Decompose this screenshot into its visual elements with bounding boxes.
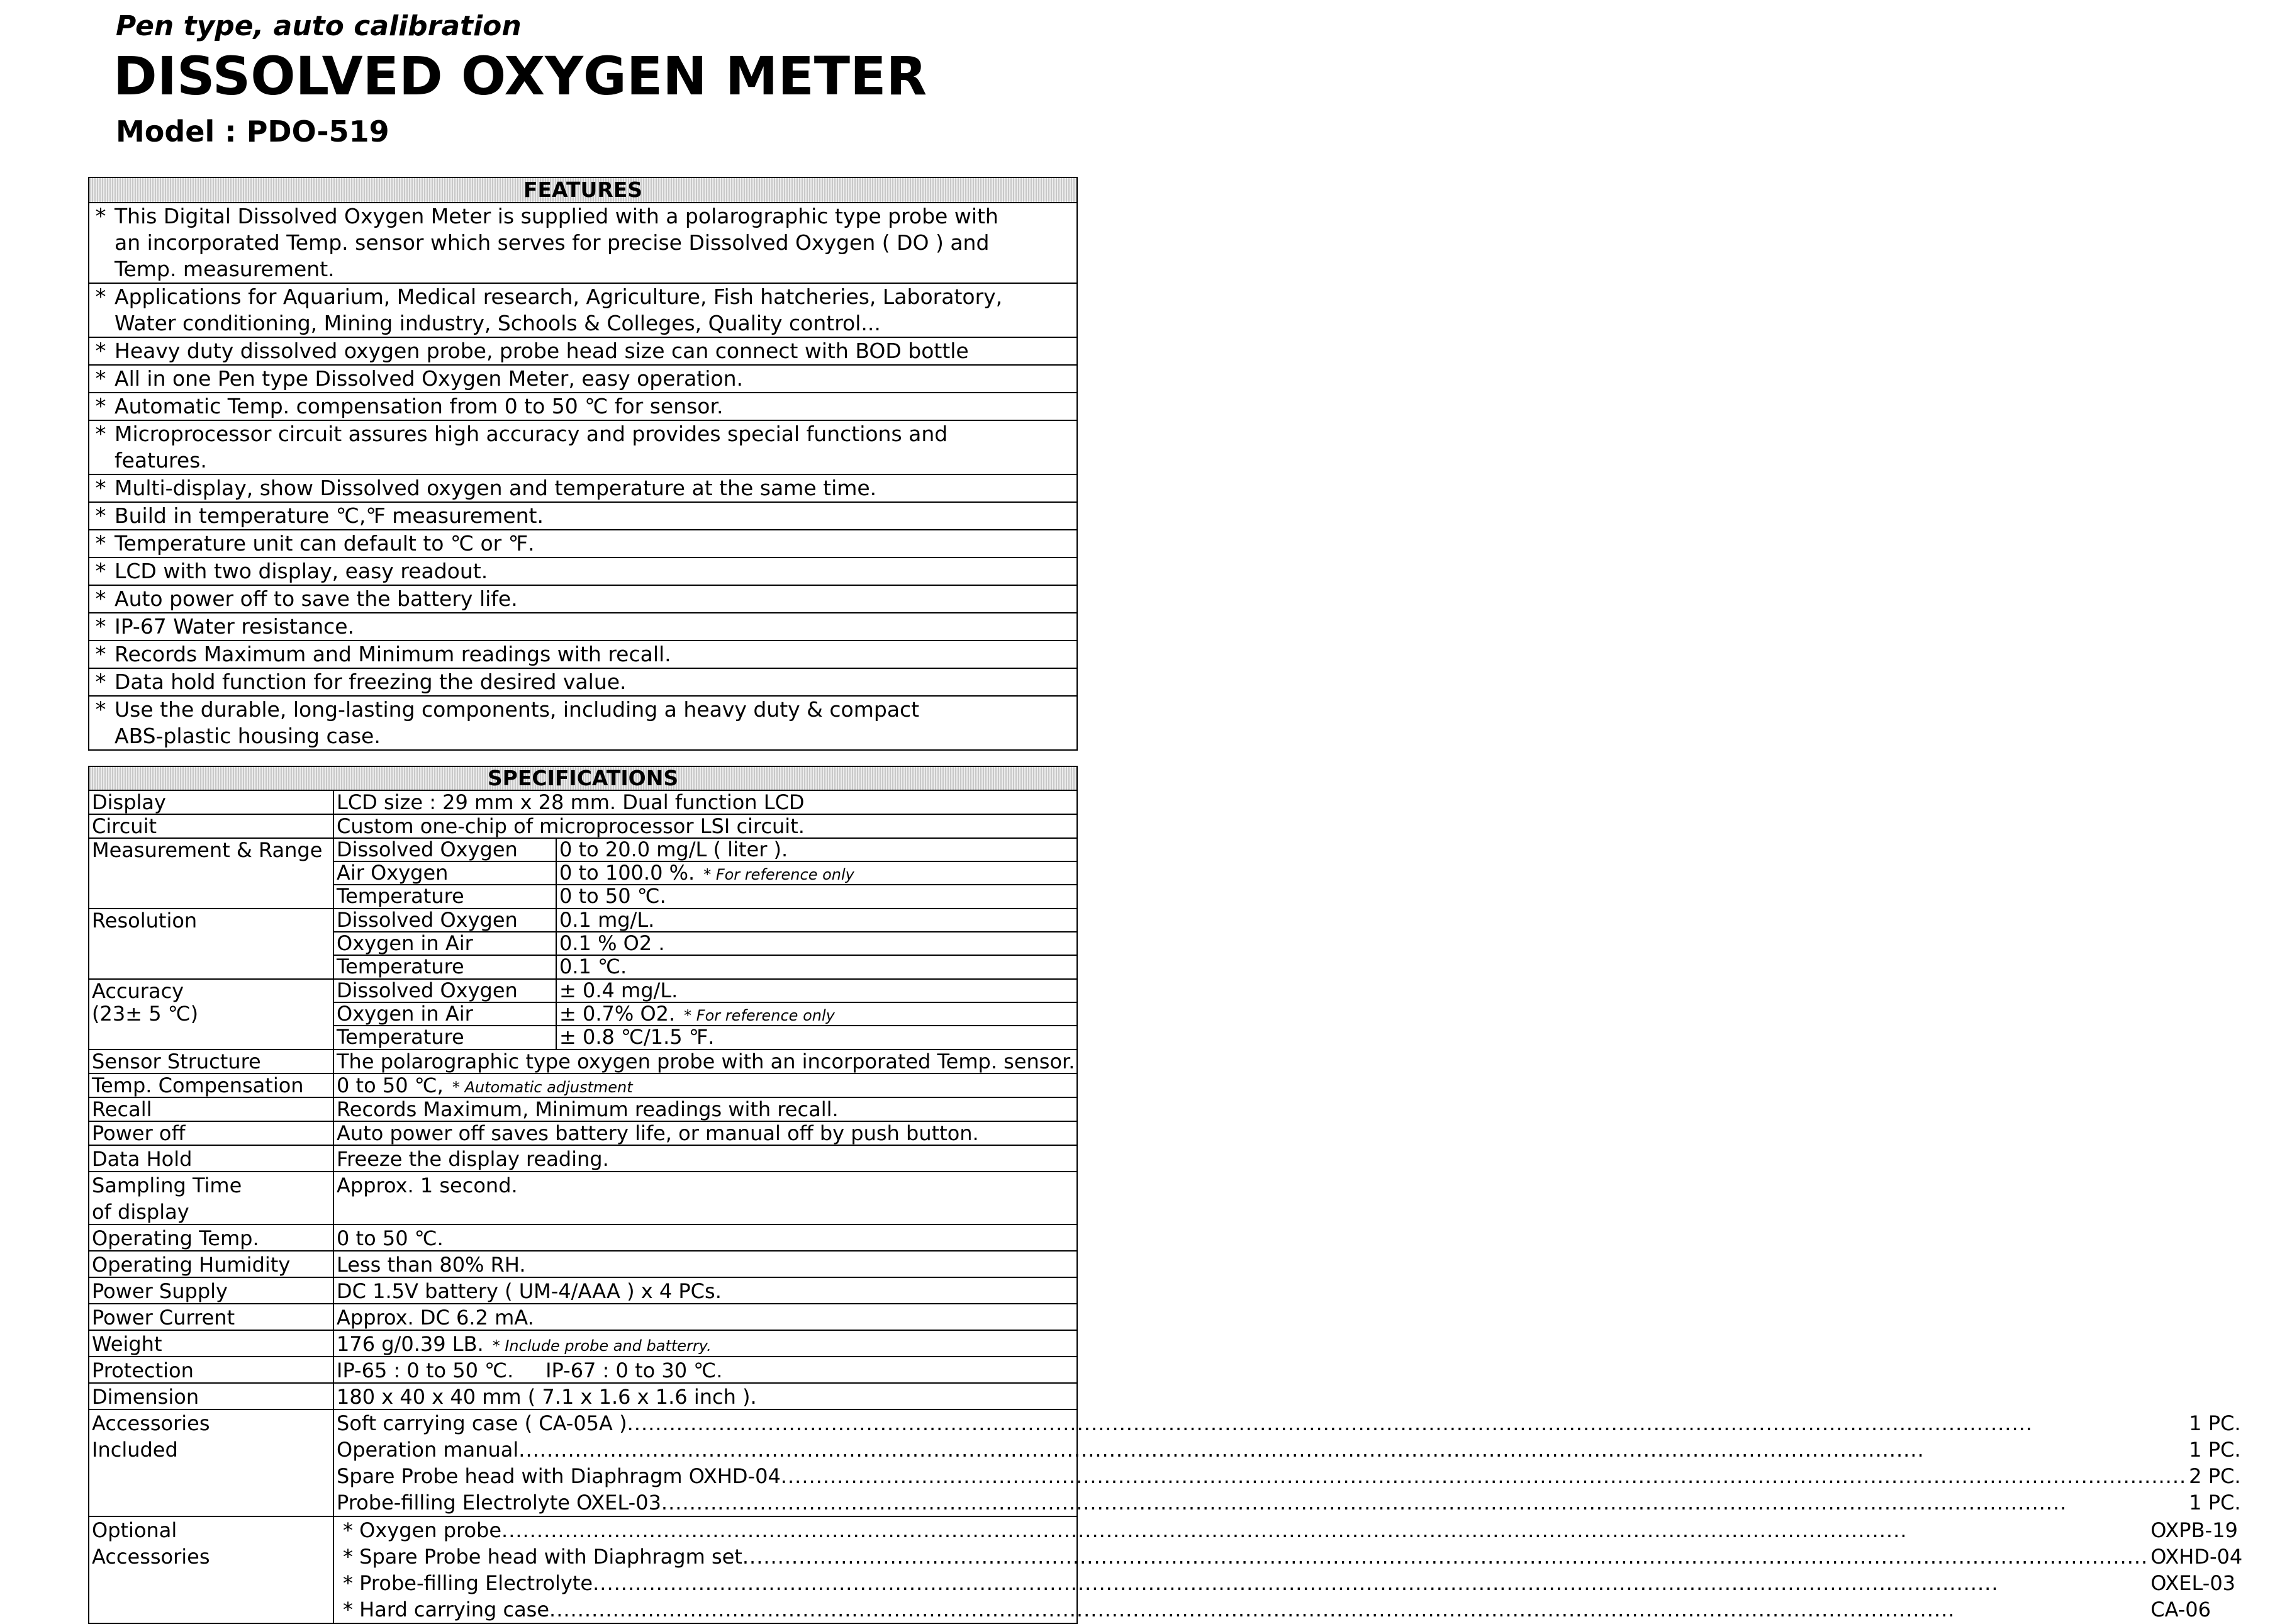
spec-subrow-name: Dissolved Oxygen	[334, 839, 557, 861]
spec-subrow-value	[557, 980, 1076, 1002]
spec-subrow	[334, 885, 1076, 908]
spec-row-sampling-time	[89, 1172, 1076, 1225]
accessory-name: Soft carrying case ( CA-05A )	[337, 1411, 627, 1435]
spec-note: * For reference only	[703, 866, 854, 883]
spec-subrow	[334, 909, 1076, 932]
accessory-name: Spare Probe head with Diaphragm OXHD-04	[337, 1464, 781, 1488]
accessory-quantity: 2 PC.	[2189, 1464, 2241, 1488]
spec-subrow-name: Temperature	[334, 956, 557, 978]
bullet-star-icon: *	[95, 559, 106, 584]
spec-subrow	[334, 862, 1076, 885]
spec-subrow	[334, 1026, 1076, 1049]
spec-row-recall	[89, 1098, 1076, 1122]
bullet-star-icon: *	[95, 339, 106, 364]
page-title: DISSOLVED OXYGEN METER	[113, 45, 927, 107]
spec-row-dimension	[89, 1384, 1076, 1410]
spec-subtable	[334, 909, 1076, 978]
spec-value: Custom one-chip of microprocessor LSI circuit.	[337, 814, 805, 838]
features-table	[88, 177, 1078, 751]
spec-value: LCD size : 29 mm x 28 mm. Dual function LCD	[337, 790, 805, 814]
spec-subrow	[334, 980, 1076, 1003]
accessory-name: * Hard carrying case	[343, 1598, 550, 1621]
feature-text: Heavy duty dissolved oxygen probe, probe head size can connect with BOD bottle	[115, 339, 969, 363]
spec-row-protection	[89, 1357, 1076, 1384]
dotted-leader: ........................................................................................................................................................................................................	[501, 1518, 1908, 1542]
spec-subtable	[334, 980, 1076, 1049]
bullet-star-icon: *	[95, 476, 106, 501]
feature-item	[89, 558, 1076, 586]
spec-label: Operating Humidity	[89, 1252, 334, 1277]
spec-value	[334, 1074, 1076, 1097]
bullet-star-icon: *	[95, 669, 106, 695]
bullet-star-icon: *	[95, 614, 106, 639]
spec-value: Auto power off saves battery life, or manual off by push button.	[337, 1121, 979, 1145]
dotted-leader: ........................................................................................................................................................................................................	[593, 1571, 1999, 1595]
spec-value: 0 to 50 ℃.	[337, 1226, 444, 1250]
accessory-name: Probe-filling Electrolyte OXEL-03	[337, 1491, 661, 1515]
feature-text: Use the durable, long-lasting components, including a heavy duty & compact ABS-plastic housing case.	[115, 697, 920, 748]
spec-value: DC 1.5V battery ( UM-4/AAA ) x 4 PCs.	[337, 1279, 722, 1303]
spec-subrow-name: Oxygen in Air	[334, 1003, 557, 1025]
feature-text: Temperature unit can default to ℃ or ℉.	[115, 531, 535, 556]
accessory-item	[343, 1570, 2270, 1596]
model-label: Model : PDO-519	[116, 115, 389, 148]
spec-label: Data Hold	[89, 1146, 334, 1171]
spec-value: Approx. DC 6.2 mA.	[337, 1306, 534, 1330]
feature-item	[89, 338, 1076, 366]
accessory-quantity: OXEL-03	[2150, 1571, 2236, 1595]
feature-item	[89, 697, 1076, 749]
spec-label: Power Current	[89, 1304, 334, 1330]
accessory-name: Operation manual	[337, 1438, 519, 1462]
feature-item	[89, 669, 1076, 697]
feature-text: LCD with two display, easy readout.	[115, 559, 488, 583]
accessory-item	[343, 1596, 2270, 1623]
spec-subrow-name: Oxygen in Air	[334, 932, 557, 955]
accessory-item	[337, 1410, 2247, 1436]
spec-row-accuracy	[89, 980, 1076, 1050]
spec-row-optional-accessories	[89, 1517, 2243, 1623]
bullet-star-icon: *	[95, 503, 106, 529]
bullet-star-icon: *	[95, 204, 106, 229]
accessory-quantity: OXPB-19	[2150, 1518, 2238, 1542]
feature-item	[89, 530, 1076, 558]
spec-label: Weight	[89, 1331, 334, 1356]
spec-subrow-value-text: ± 0.8 ℃/1.5 ℉.	[559, 1025, 715, 1049]
spec-subrow-value	[557, 932, 1076, 955]
accessory-item	[343, 1517, 2270, 1543]
spec-label: Circuit	[89, 815, 334, 837]
dotted-leader: ........................................................................................................................................................................................................	[742, 1545, 2149, 1569]
spec-label: Sensor Structure	[89, 1050, 334, 1073]
spec-row-weight	[89, 1331, 1076, 1357]
spec-value: IP-65 : 0 to 50 ℃. IP-67 : 0 to 30 ℃.	[337, 1358, 723, 1382]
spec-subrow-value-text: 0 to 20.0 mg/L ( liter ).	[559, 837, 788, 861]
spec-subrow-value	[557, 1003, 1076, 1025]
feature-text: Microprocessor circuit assures high accuracy and provides special functions and features.	[115, 422, 948, 473]
accessory-name: * Spare Probe head with Diaphragm set	[343, 1545, 742, 1569]
specifications-heading: SPECIFICATIONS	[89, 767, 1076, 791]
spec-subrow-name: Dissolved Oxygen	[334, 909, 557, 931]
dotted-leader: ........................................................................................................................................................................................................	[627, 1411, 2033, 1435]
spec-label: Protection	[89, 1357, 334, 1382]
feature-text: This Digital Dissolved Oxygen Meter is supplied with a polarographic type probe with an incorporated Temp. sensor which serves for precise Dissolved Oxygen ( DO ) and Temp. measurement.	[115, 204, 998, 281]
accessory-item	[337, 1463, 2247, 1489]
feature-item	[89, 366, 1076, 393]
spec-row-circuit	[89, 815, 1076, 839]
spec-label: Accessories Included	[89, 1410, 334, 1516]
accessory-quantity: 1 PC.	[2189, 1491, 2241, 1515]
specifications-table	[88, 766, 2243, 1624]
spec-subrow	[334, 839, 1076, 862]
spec-label: Sampling Time of display	[89, 1172, 334, 1224]
feature-item	[89, 613, 1076, 641]
spec-label: Dimension	[89, 1384, 334, 1409]
accessory-quantity: 1 PC.	[2189, 1438, 2241, 1462]
spec-subrow-value	[557, 862, 1076, 884]
feature-text: Data hold function for freezing the desired value.	[115, 669, 627, 694]
feature-text: IP-67 Water resistance.	[115, 614, 355, 639]
bullet-star-icon: *	[95, 531, 106, 556]
spec-row-sensor	[89, 1050, 1076, 1074]
spec-label: Optional Accessories	[89, 1517, 334, 1623]
accessory-quantity: 1 PC.	[2189, 1411, 2241, 1435]
spec-value	[334, 1331, 1076, 1356]
spec-value: The polarographic type oxygen probe with an incorporated Temp. sensor.	[337, 1050, 1075, 1073]
spec-subrow-value	[557, 909, 1076, 931]
spec-subrow	[334, 956, 1076, 978]
spec-subrow-value	[557, 956, 1076, 978]
spec-subrow	[334, 1003, 1076, 1026]
spec-label: Recall	[89, 1098, 334, 1121]
accessories-list	[334, 1410, 2247, 1516]
spec-label: Operating Temp.	[89, 1225, 334, 1250]
dotted-leader: ........................................................................................................................................................................................................	[661, 1491, 2067, 1515]
spec-row-accessories	[89, 1410, 2241, 1517]
features-list	[89, 203, 1076, 749]
feature-text: Automatic Temp. compensation from 0 to 50 ℃ for sensor.	[115, 394, 724, 418]
accessory-item	[337, 1489, 2247, 1516]
spec-subrow-name: Air Oxygen	[334, 862, 557, 884]
feature-text: Applications for Aquarium, Medical research, Agriculture, Fish hatcheries, Laboratory, Water conditioning, Mining industry, Schools & Colleges, Quality control...	[115, 284, 1003, 335]
spec-subrow-value	[557, 1026, 1076, 1049]
spec-label: Display	[89, 791, 334, 814]
spec-row-operating-temp	[89, 1225, 1076, 1252]
bullet-star-icon: *	[95, 284, 106, 310]
spec-row-power-off	[89, 1122, 1076, 1146]
feature-text: Auto power off to save the battery life.	[115, 586, 518, 611]
feature-item	[89, 586, 1076, 613]
spec-note: * For reference only	[684, 1007, 835, 1024]
dotted-leader: ........................................................................................................................................................................................................	[518, 1438, 1925, 1462]
spec-row-data-hold	[89, 1146, 1076, 1172]
dotted-leader: ........................................................................................................................................................................................................	[780, 1464, 2187, 1488]
bullet-star-icon: *	[95, 642, 106, 667]
dotted-leader: ........................................................................................................................................................................................................	[549, 1598, 1955, 1621]
feature-item	[89, 284, 1076, 338]
spec-row-power-current	[89, 1304, 1076, 1331]
spec-label: Power Supply	[89, 1278, 334, 1303]
spec-subrow-name: Temperature	[334, 1026, 557, 1049]
feature-item	[89, 203, 1076, 284]
spec-subtable	[334, 839, 1076, 908]
accessory-item	[343, 1543, 2270, 1570]
spec-value: Records Maximum, Minimum readings with recall.	[337, 1097, 839, 1121]
spec-subrow	[334, 932, 1076, 956]
spec-row-display	[89, 791, 1076, 815]
spec-subrow-name: Dissolved Oxygen	[334, 980, 557, 1002]
spec-value: Less than 80% RH.	[337, 1253, 526, 1277]
bullet-star-icon: *	[95, 394, 106, 419]
spec-value: Approx. 1 second.	[337, 1173, 518, 1197]
features-heading: FEATURES	[89, 178, 1076, 203]
spec-note: * Automatic adjustment	[452, 1078, 633, 1096]
accessory-name: * Oxygen probe	[343, 1518, 502, 1542]
spec-label: Power off	[89, 1122, 334, 1145]
feature-item	[89, 475, 1076, 503]
spec-row-resolution	[89, 909, 1076, 980]
spec-subrow-value-text: 0.1 % O2 .	[559, 931, 665, 955]
feature-item	[89, 421, 1076, 475]
accessory-quantity: CA-06	[2150, 1598, 2211, 1621]
spec-subrow-value-text: ± 0.7% O2.	[559, 1002, 676, 1026]
spec-subrow-value	[557, 885, 1076, 908]
spec-value-text: 176 g/0.39 LB.	[337, 1332, 484, 1356]
optional-accessories-list	[334, 1517, 2270, 1623]
bullet-star-icon: *	[95, 422, 106, 447]
feature-text: Records Maximum and Minimum readings with recall.	[115, 642, 671, 666]
subtitle: Pen type, auto calibration	[116, 10, 522, 42]
spec-row-operating-humidity	[89, 1252, 1076, 1278]
bullet-star-icon: *	[95, 366, 106, 391]
feature-item	[89, 503, 1076, 530]
spec-label: Measurement & Range	[89, 839, 334, 908]
feature-text: All in one Pen type Dissolved Oxygen Meter, easy operation.	[115, 366, 744, 391]
spec-subrow-value-text: 0 to 100.0 %.	[559, 861, 695, 885]
spec-label: Temp. Compensation	[89, 1074, 334, 1097]
spec-subrow-value	[557, 839, 1076, 861]
spec-value-text: 0 to 50 ℃,	[337, 1073, 444, 1097]
bullet-star-icon: *	[95, 697, 106, 722]
feature-item	[89, 641, 1076, 669]
spec-value: 180 x 40 x 40 mm ( 7.1 x 1.6 x 1.6 inch ).	[337, 1385, 757, 1409]
spec-row-power-supply	[89, 1278, 1076, 1304]
accessory-name: * Probe-filling Electrolyte	[343, 1571, 593, 1595]
spec-subrow-name: Temperature	[334, 885, 557, 908]
spec-row-temp-compensation	[89, 1074, 1076, 1098]
spec-subrow-value-text: 0.1 ℃.	[559, 955, 627, 978]
feature-text: Build in temperature ℃,℉ measurement.	[115, 503, 544, 528]
spec-subrow-value-text: 0 to 50 ℃.	[559, 884, 666, 908]
spec-label: Accuracy (23± 5 ℃)	[89, 980, 334, 1049]
accessory-quantity: OXHD-04	[2150, 1545, 2243, 1569]
feature-text: Multi-display, show Dissolved oxygen and temperature at the same time.	[115, 476, 877, 500]
spec-subrow-value-text: 0.1 mg/L.	[559, 908, 655, 932]
bullet-star-icon: *	[95, 586, 106, 612]
feature-item	[89, 393, 1076, 421]
spec-label: Resolution	[89, 909, 334, 978]
accessory-item	[337, 1436, 2247, 1463]
spec-note: * Include probe and batterry.	[492, 1337, 712, 1355]
spec-row-range	[89, 839, 1076, 909]
spec-value: Freeze the display reading.	[337, 1147, 609, 1171]
spec-subrow-value-text: ± 0.4 mg/L.	[559, 978, 678, 1002]
